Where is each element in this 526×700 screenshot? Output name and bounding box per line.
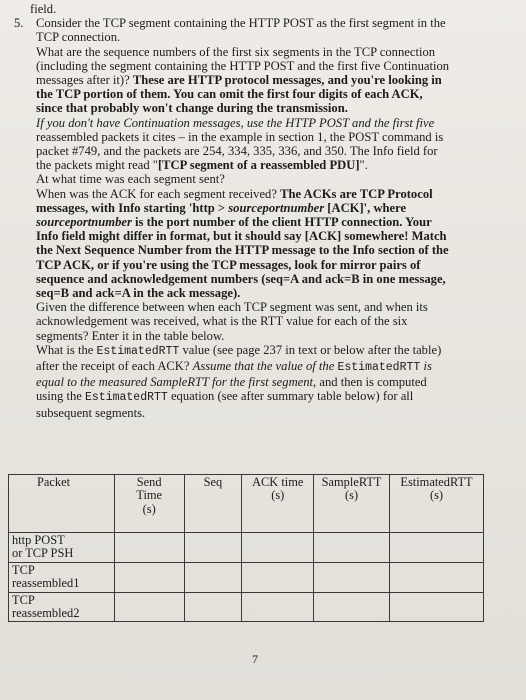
header-seq: Seq <box>184 475 242 533</box>
q3-line-5: the Next Sequence Number from the HTTP message to the Info section of the <box>36 243 449 258</box>
p2-line-2: reassembled packets it cites – in the example in section 1, the POST command is <box>36 129 444 144</box>
table-cell[interactable] <box>390 562 484 592</box>
header-ack-time: ACK time (s) <box>242 475 314 533</box>
q3-line-3: sourceportnumber is the port number of the client HTTP connection. Your <box>36 215 432 230</box>
table-row <box>9 533 484 563</box>
item-number: 5. <box>14 16 24 31</box>
p1-line-3: What are the sequence numbers of the first six segments in the TCP connection <box>36 44 436 59</box>
table-cell[interactable] <box>314 533 390 563</box>
q5-line-1: What is the EstimatedRTT value (see page 237 in text or below after the table) <box>36 342 442 358</box>
p2-line-3: packet #749, and the packets are 254, 334, 335, 336, and 350. The Info field for <box>36 144 438 159</box>
summary-table <box>8 474 484 622</box>
table-cell[interactable] <box>314 592 390 622</box>
top-fragment: field. <box>30 2 57 16</box>
table-cell[interactable] <box>184 562 242 592</box>
table-cell[interactable] <box>242 533 314 563</box>
p1-line-1: Consider the TCP segment containing the HTTP POST as the first segment in the <box>36 16 446 31</box>
q2-line: At what time was each segment sent? <box>36 172 225 187</box>
p2-line-1: If you don't have Continuation messages, use the HTTP POST and the first five <box>36 115 435 130</box>
header-packet: Packet <box>9 475 115 533</box>
table-cell[interactable] <box>184 592 242 622</box>
table-cell[interactable] <box>114 562 184 592</box>
table-cell[interactable] <box>242 592 314 622</box>
q3-line-2: messages, with Info starting 'http > sourceportnumber [ACK]', where <box>36 200 407 215</box>
table-cell[interactable] <box>314 562 390 592</box>
table-row <box>9 562 484 592</box>
bold-line-3: since that probably won't change during the transmission. <box>36 101 348 116</box>
q3-line-4: Info field might differ in format, but it should say [ACK] somewhere! Match <box>36 229 447 244</box>
p1-line-2: TCP connection. <box>36 30 121 45</box>
table-cell[interactable] <box>114 533 184 563</box>
table-row <box>9 592 484 622</box>
page-number: 7 <box>252 652 258 666</box>
header-sample-rtt: SampleRTT (s) <box>314 475 390 533</box>
p2-line-4: the packets might read "[TCP segment of a reassembled PDU]". <box>36 158 368 173</box>
q5-line-5: subsequent segments. <box>36 405 146 420</box>
table-cell[interactable] <box>390 533 484 563</box>
q5-line-4: using the EstimatedRTT equation (see after summary table below) for all <box>36 389 414 405</box>
q4-line-3: segments? Enter it in the table below. <box>36 328 225 343</box>
bold-line-2: the TCP portion of them. You can omit the first four digits of each ACK, <box>36 87 423 102</box>
q3-line-7: sequence and acknowledgement numbers (seq=A and ack=B in one message, <box>36 271 446 286</box>
p1-line-4: (including the segment containing the HTTP POST and the first five Continuation <box>36 58 450 73</box>
q4-line-2: acknowledgement was received, what is the RTT value for each of the six <box>36 314 408 329</box>
table-cell[interactable] <box>184 533 242 563</box>
q5-line-3: equal to the measured SampleRTT for the first segment, and then is computed <box>36 375 427 390</box>
table-cell[interactable] <box>390 592 484 622</box>
header-estimated-rtt: EstimatedRTT (s) <box>390 475 484 533</box>
header-send-time: Send Time (s) <box>114 475 184 533</box>
p1-line-5: messages after it)? These are HTTP protocol messages, and you're looking in <box>36 73 442 88</box>
q3-line-1: When was the ACK for each segment received? The ACKs are TCP Protocol <box>36 186 433 201</box>
question-text <box>8 2 520 420</box>
row-label: TCP reassembled1 <box>9 562 115 592</box>
table-header-row <box>9 475 484 533</box>
q3-line-8: seq=B and ack=A in the ack message). <box>36 286 241 301</box>
row-label: TCP reassembled2 <box>9 592 115 622</box>
table-cell[interactable] <box>242 562 314 592</box>
q4-line-1: Given the difference between when each TCP segment was sent, and when its <box>36 300 428 315</box>
q3-line-6: TCP ACK, or if you're using the TCP messages, look for mirror pairs of <box>36 257 421 272</box>
row-label: http POST or TCP PSH <box>9 533 115 563</box>
table-cell[interactable] <box>114 592 184 622</box>
q5-line-2: after the receipt of each ACK? Assume that the value of the EstimatedRTT is <box>36 359 432 375</box>
